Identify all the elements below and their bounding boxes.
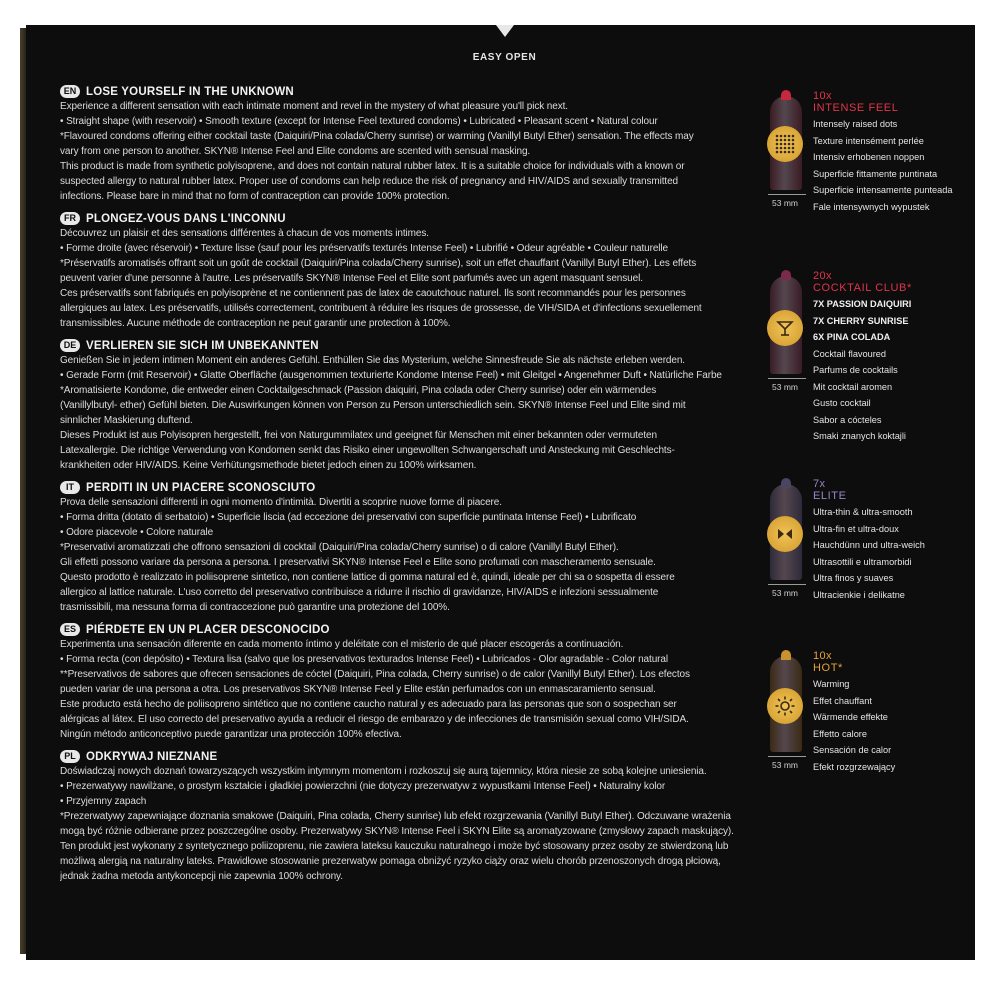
body-text-line: • Straight shape (with reservoir) • Smooth texture (except for Intense Feel textured condoms) • Lubricated • Pleasant scent • Natural colour [60,116,658,127]
body-text-line: allergiques au latex. Les préservatifs, utilisés correctement, contribuent à réduire les risques de grossesse, de VIH/SIDA et d'infections sexuellement [60,303,702,314]
language-heading [60,480,760,495]
body-text-line: • Gerade Form (mit Reservoir) • Glatte Oberfläche (ausgenommen texturierte Kondome Intense Feel) • mit Gleitgel • Angenehmer Duft • Natürliche Farbe [60,370,722,381]
body-text-line: jednak żadna metoda antykoncepcji nie zapewnia 100% ochrony. [60,871,343,882]
language-section-fr [60,211,760,331]
product-feature: Fale intensywnych wypustek [813,201,930,212]
body-text-line: vary from one person to another. SKYN® Intense Feel and Elite condoms are scented with sensual masking. [60,146,531,157]
body-text-line: Ces préservatifs sont fabriqués en polyisoprène et ne contiennent pas de latex de caoutchouc naturel. Ils sont recommandés pour les personnes [60,288,686,299]
size-label: 53 mm [772,588,798,598]
product-info [813,270,912,445]
product-feature: Effet chauffant [813,695,872,706]
product-feature: Hauchdünn und ultra-weich [813,540,925,550]
size-label: 53 mm [772,198,798,208]
product-feature: Parfums de cocktails [813,365,898,375]
body-text-line: allergico al lattice naturale. L'uso corretto del preservativo contribuisce a ridurre il rischio di gravidanze, HIV/AIDS e infezioni sessualmente [60,587,659,598]
product-feature: Intensiv erhobenen noppen [813,152,925,162]
product-feature: Sensación de calor [813,745,892,755]
product-feature: Efekt rozgrzewający [813,761,896,772]
body-text-line: transmissibles. Aucune méthode de contraception ne peut garantir une protection à 100%. [60,318,451,329]
body-text-line: *Préservatifs aromatisés offrant soit un goût de cocktail (Daiquiri/Pina colada/Cherry sunrise), soit un effet chauffant (Vanillyl Butyl Ether). Les effets [60,258,697,269]
language-code-badge: ES [60,623,80,636]
product-info [813,478,925,603]
body-text-line: Questo prodotto è realizzato in poliisoprene sintetico, non contiene lattice di gomma natural ed è, quindi, ideale per chi sa o sospetta di essere [60,572,675,583]
language-heading [60,749,760,764]
condom-tip [781,90,791,100]
body-text-line: infections. Please bare in mind that no form of contraception can provide 100% protection. [60,191,450,202]
body-text-line: Dieses Produkt ist aus Polyisopren hergestellt, frei von Naturgummilatex und geeignet für Menschen mit einer bekannten oder vermuteten [60,430,657,441]
product-name: HOT* [813,662,843,674]
body-text-line: • Forma recta (con depósito) • Textura lisa (salvo que los preservativos texturados Intense Feel) • Lubricados - Olor agradable - Color natural [60,654,668,665]
size-measure-line [768,756,806,757]
body-text-line: • Odore piacevole • Colore naturale [60,527,214,538]
body-text-line: This product is made from synthetic polyisoprene, and does not contain natural rubber latex. It is a suitable choice for individuals with a known or [60,161,685,172]
product-name: COCKTAIL CLUB* [813,282,912,294]
body-text-line: Découvrez un plaisir et des sensations différentes à chacun de vos moments intimes. [60,228,429,239]
body-text-line: mogą być różnie odbierane przez poszczególne osoby. Prezerwatywy SKYN® Intense Feel i SKYN Elite są aromatyzowane (zmysłowy zapach maskujący). [60,826,734,837]
product-feature: Superficie intensamente punteada [813,185,953,195]
product-feature: Gusto cocktail [813,398,871,408]
product-feature: 6X PINA COLADA [813,332,891,342]
body-text-line: *Aromatisierte Kondome, die entweder einen Cocktailgeschmack (Passion daiquiri, Pina colada oder Cherry sunrise) oder ein wärmendes [60,385,657,396]
language-title: PERDITI IN UN PIACERE SCONOSCIUTO [86,481,316,494]
language-section-pl [60,749,760,884]
product-feature: Intensely raised dots [813,119,898,129]
body-text-line: alérgicas al látex. El uso correcto del preservativo ayuda a reducir el riesgo de embarazo y de infecciones de transmisión sexual como VIH/SIDA. [60,714,689,725]
product-feature: 7X CHERRY SUNRISE [813,315,909,326]
body-text-line: Genießen Sie in jedem intimen Moment ein anderes Gefühl. Enthüllen Sie das Mysterium, welche Sinnesfreude Sie als nächste erleben werden. [60,355,685,366]
size-label: 53 mm [772,382,798,392]
body-text-line: możliwą alergią na naturalny lateks. Prawidłowe stosowanie prezerwatyw pomaga obniżyć ryzyko ciąży oraz wielu chorób przenoszonych drogą płciową, [60,856,721,867]
product-feature: Cocktail flavoured [813,348,887,359]
body-text-line: *Preservativi aromatizzati che offrono sensazioni di cocktail (Daiquiri/Pina colada/Cherry sunrise) o di calore (Vanillyl Butyl Ether). [60,542,619,553]
language-code-badge: FR [60,212,80,225]
product-feature: Ultra-fin et ultra-doux [813,523,899,534]
body-text-line: (Vanillylbutyl- ether) Gefühl bieten. Die Auswirkungen können von Person zu Person unterschiedlich sein. SKYN® Intense Feel und Elite sind mit [60,400,686,411]
body-text-line: • Przyjemny zapach [60,796,147,807]
body-text-line: pueden variar de una persona a otra. Los preservativos SKYN® Intense Feel y Elite están perfumados con un enmascaramiento sensual. [60,684,656,695]
product-feature: Warming [813,679,850,689]
body-text-line: • Forme droite (avec réservoir) • Texture lisse (sauf pour les préservatifs texturés Intense Feel) • Lubrifié • Odeur agréable • Couleur naturelle [60,243,668,254]
language-code-badge: EN [60,85,80,98]
language-title: PLONGEZ-VOUS DANS L'INCONNU [86,212,286,225]
product-name: INTENSE FEEL [813,102,899,114]
product-feature: Sabor a cócteles [813,414,882,425]
product-feature: Wärmende effekte [813,712,888,722]
easy-open-label: EASY OPEN [472,52,537,63]
language-title: LOSE YOURSELF IN THE UNKNOWN [86,85,294,98]
body-text-line: Este producto está hecho de poliisopreno sintético que no contiene caucho natural y es adecuado para las personas que son o sospechan ser [60,699,677,710]
product-feature: Smaki znanych koktajli [813,431,906,441]
multilingual-text-column [60,84,760,891]
product-feature: Ultracienkie i delikatne [813,589,905,600]
body-text-line: • Forma dritta (dotato di serbatoio) • Superficie liscia (ad eccezione dei preservativi con superficie puntinata Intense Feel) • Lubrificato [60,512,637,523]
language-heading [60,338,760,353]
body-text-line: Ten produkt jest wykonany z syntetycznego poliizoprenu, nie zawiera lateksu kauczuku naturalnego i może być stosowany przez osoby ze stwierdzoną lub [60,841,729,852]
body-text-line: *Flavoured condoms offering either cocktail taste (Daiquiri/Pina colada/Cherry sunrise) or warming (Vanillyl Butyl Ether) sensation. The effects may [60,131,694,142]
condom-tip [781,650,791,660]
language-code-badge: IT [60,481,80,494]
product-feature: Mit cocktail aromen [813,381,893,392]
body-text-line: Doświadczaj nowych doznań towarzyszących wszystkim intymnym momentom i rozkoszuj się aurą tajemnicy, która niesie ze sobą kolejne uniesienia. [60,766,707,777]
product-feature: Texture intensément perlée [813,135,924,146]
product-info [813,650,895,775]
product-feature: Ultra finos y suaves [813,573,894,583]
size-measure-line [768,584,806,585]
easy-open-notch[interactable] [496,25,514,37]
size-measure-line [768,378,806,379]
condom-tip [781,270,791,280]
size-label: 53 mm [772,760,798,770]
language-heading [60,211,760,226]
body-text-line: Experimenta una sensación diferente en cada momento íntimo y deléitate con el misterio de qué placer escogerás a continuación. [60,639,624,650]
body-text-line: suspected allergy to natural rubber latex. Proper use of condoms can help reduce the risk of pregnancy and HIV/AIDS and sexually transmitted [60,176,679,187]
body-text-line: Latexallergie. Die richtige Verwendung von Kondomen senkt das Risiko einer ungewollten Schwangerschaft und Ansteckung mit Geschlechts- [60,445,675,456]
language-section-it [60,480,760,615]
sun-warming-icon [767,688,803,724]
body-text-line: trasmissibili, ma nessuna forma di contraccezione può garantire una protezione del 100%. [60,602,450,613]
language-title: VERLIEREN SIE SICH IM UNBEKANNTEN [86,339,319,352]
product-feature: Effetto calore [813,728,867,739]
body-text-line: Experience a different sensation with each intimate moment and revel in the mystery of what pleasure you'll pick next. [60,101,568,112]
language-title: PIÉRDETE EN UN PLACER DESCONOCIDO [86,623,330,636]
product-quantity: 20x [813,270,832,282]
body-text-line: sinnlicher Maskierung duftend. [60,415,193,426]
language-section-es [60,622,760,742]
language-code-badge: DE [60,339,80,352]
language-code-badge: PL [60,750,80,763]
thin-arrows-icon [767,516,803,552]
size-measure-line [768,194,806,195]
cocktail-glass-icon [767,310,803,346]
language-heading [60,84,760,99]
product-quantity: 10x [813,90,832,102]
language-section-de [60,338,760,473]
body-text-line: • Prezerwatywy nawilżane, o prostym kształcie i gładkiej powierzchni (nie dotyczy prezerwatyw z wypustkami Intense Feel) • Naturalny kolor [60,781,666,792]
product-info [813,90,952,215]
body-text-line: peuvent varier d'une personne à l'autre. Les préservatifs SKYN® Intense Feel et Elite sont parfumés avec un agent masquant sensuel. [60,273,643,284]
product-feature: Ultra-thin & ultra-smooth [813,507,913,517]
body-text-line: **Preservativos de sabores que ofrecen sensaciones de cóctel (Daiquiri, Pina colada, Cherry sunrise) o de calor (Vanillyl Butyl Ether). Los efectos [60,669,690,680]
product-quantity: 10x [813,650,832,662]
body-text-line: Prova delle sensazioni differenti in ogni momento d'intimità. Divertiti a scoprire nuove forme di piacere. [60,497,502,508]
product-name: ELITE [813,490,847,502]
language-section-en [60,84,760,204]
product-feature: Ultrasottili e ultramorbidi [813,556,912,567]
language-title: ODKRYWAJ NIEZNANE [86,750,218,763]
body-text-line: krankheiten oder HIV/AIDS. Keine Verhütungsmethode bietet jedoch einen zu 100% wirksamen. [60,460,477,471]
language-heading [60,622,760,637]
condom-tip [781,478,791,488]
body-text-line: Ningún método anticonceptivo puede garantizar una protección 100% efectiva. [60,729,402,740]
product-feature: Superficie fittamente puntinata [813,168,938,179]
product-feature: 7X PASSION DAIQUIRI [813,299,912,309]
body-text-line: *Prezerwatywy zapewniające doznania smakowe (Daiquiri, Pina colada, Cherry sunrise) lub efekt rozgrzewania (Vanillyl Butyl Ether). Odczuwane wrażenia [60,811,731,822]
body-text-line: Gli effetti possono variare da persona a persona. I preservativi SKYN® Intense Feel e Elite sono profumati con mascheramento sensuale. [60,557,656,568]
product-quantity: 7x [813,478,826,490]
dots-texture-icon [767,126,803,162]
